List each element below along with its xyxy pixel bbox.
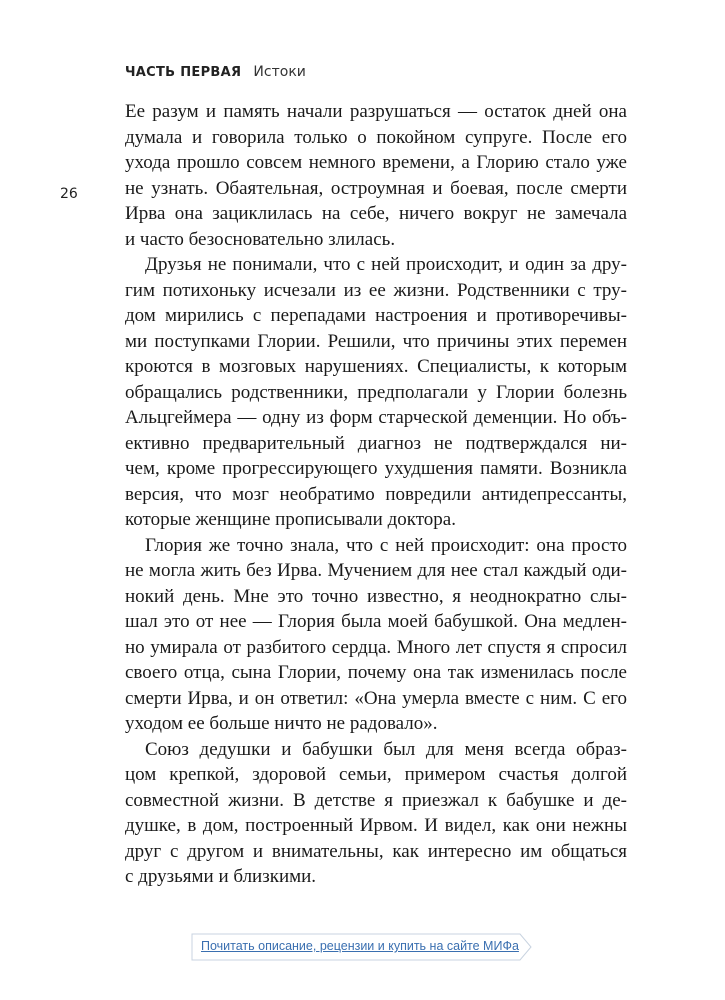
text-line: ективно предварительный диагноз не подтверждался ни- (125, 432, 627, 454)
running-header (125, 64, 306, 80)
text-line: думала и говорила только о покойном супруге. После его (125, 126, 627, 148)
text-line: Глория же точно знала, что с ней происходит: она просто (145, 534, 627, 556)
buy-link[interactable]: Почитать описание, рецензии и купить на сайте МИФа (201, 939, 519, 953)
text-line: Союз дедушки и бабушки был для меня всегда образ- (145, 738, 627, 760)
text-line: не узнать. Обаятельная, остроумная и боевая, после смерти (125, 177, 627, 199)
text-line: чем, кроме прогрессирующего ухудшения памяти. Возникла (125, 458, 627, 479)
buy-link-banner[interactable] (190, 933, 532, 961)
chapter-title: Истоки (253, 64, 306, 80)
paragraph (125, 737, 627, 890)
text-line: шал это от нее — Глория была моей бабушкой. Она медлен- (125, 611, 627, 632)
text-line: своего отца, сына Глории, почему она так изменилась после (125, 662, 627, 683)
text-line: совместной жизни. В детстве я приезжал к бабушке и де- (125, 789, 627, 811)
text-line: Ее разум и память начали разрушаться — остаток дней она (125, 101, 627, 122)
text-line: Ирва она зациклилась на себе, ничего вокруг не замечала (125, 203, 627, 224)
paragraph (125, 99, 627, 252)
text-line: цом крепкой, здоровой семьи, примером счастья долгой (125, 764, 627, 785)
text-line: и часто безосновательно злилась. (125, 228, 396, 250)
text-line: душке, в дом, построенный Ирвом. И видел, как они нежны (125, 815, 627, 836)
text-line: друг с другом и внимательны, как интересно им общаться (125, 840, 627, 862)
text-line: с друзьями и близкими. (125, 866, 317, 887)
body-text (125, 99, 627, 890)
text-line: Друзья не понимали, что с ней происходит, и один за дру- (145, 254, 627, 275)
text-line: ухода прошло совсем немного времени, а Глорию стало уже (125, 152, 627, 173)
page-number: 26 (60, 186, 78, 202)
text-line: ми поступками Глории. Решили, что причины этих перемен (125, 330, 627, 352)
text-line: смерти Ирва, и он ответил: «Она умерла вместе с ним. С его (125, 687, 627, 709)
paragraph (125, 533, 627, 737)
text-line: которые женщине прописывали доктора. (125, 509, 456, 530)
text-line: обращались родственники, предполагали у Глории болезнь (125, 381, 627, 403)
text-line: дом мирились с перепадами настроения и противоречивы- (125, 305, 627, 326)
text-line: уходом ее больше ничто не радовало». (125, 713, 438, 734)
paragraph (125, 252, 627, 533)
text-line: Альцгеймера — одну из форм старческой деменции. Но объ- (125, 407, 627, 428)
text-line: кроются в мозговых нарушениях. Специалисты, к которым (125, 356, 627, 377)
part-title: ЧАСТЬ ПЕРВАЯ (125, 65, 242, 80)
text-line: гим потихоньку исчезали из ее жизни. Родственники с тру- (125, 279, 627, 301)
text-line: но умирала от разбитого сердца. Много лет спустя я спросил (125, 636, 627, 658)
text-line: не могла жить без Ирва. Мучением для нее стал каждый оди- (125, 560, 627, 581)
text-line: нокий день. Мне это точно известно, я неоднократно слы- (125, 585, 627, 607)
text-line: версия, что мозг необратимо повредили антидепрессанты, (125, 483, 627, 505)
